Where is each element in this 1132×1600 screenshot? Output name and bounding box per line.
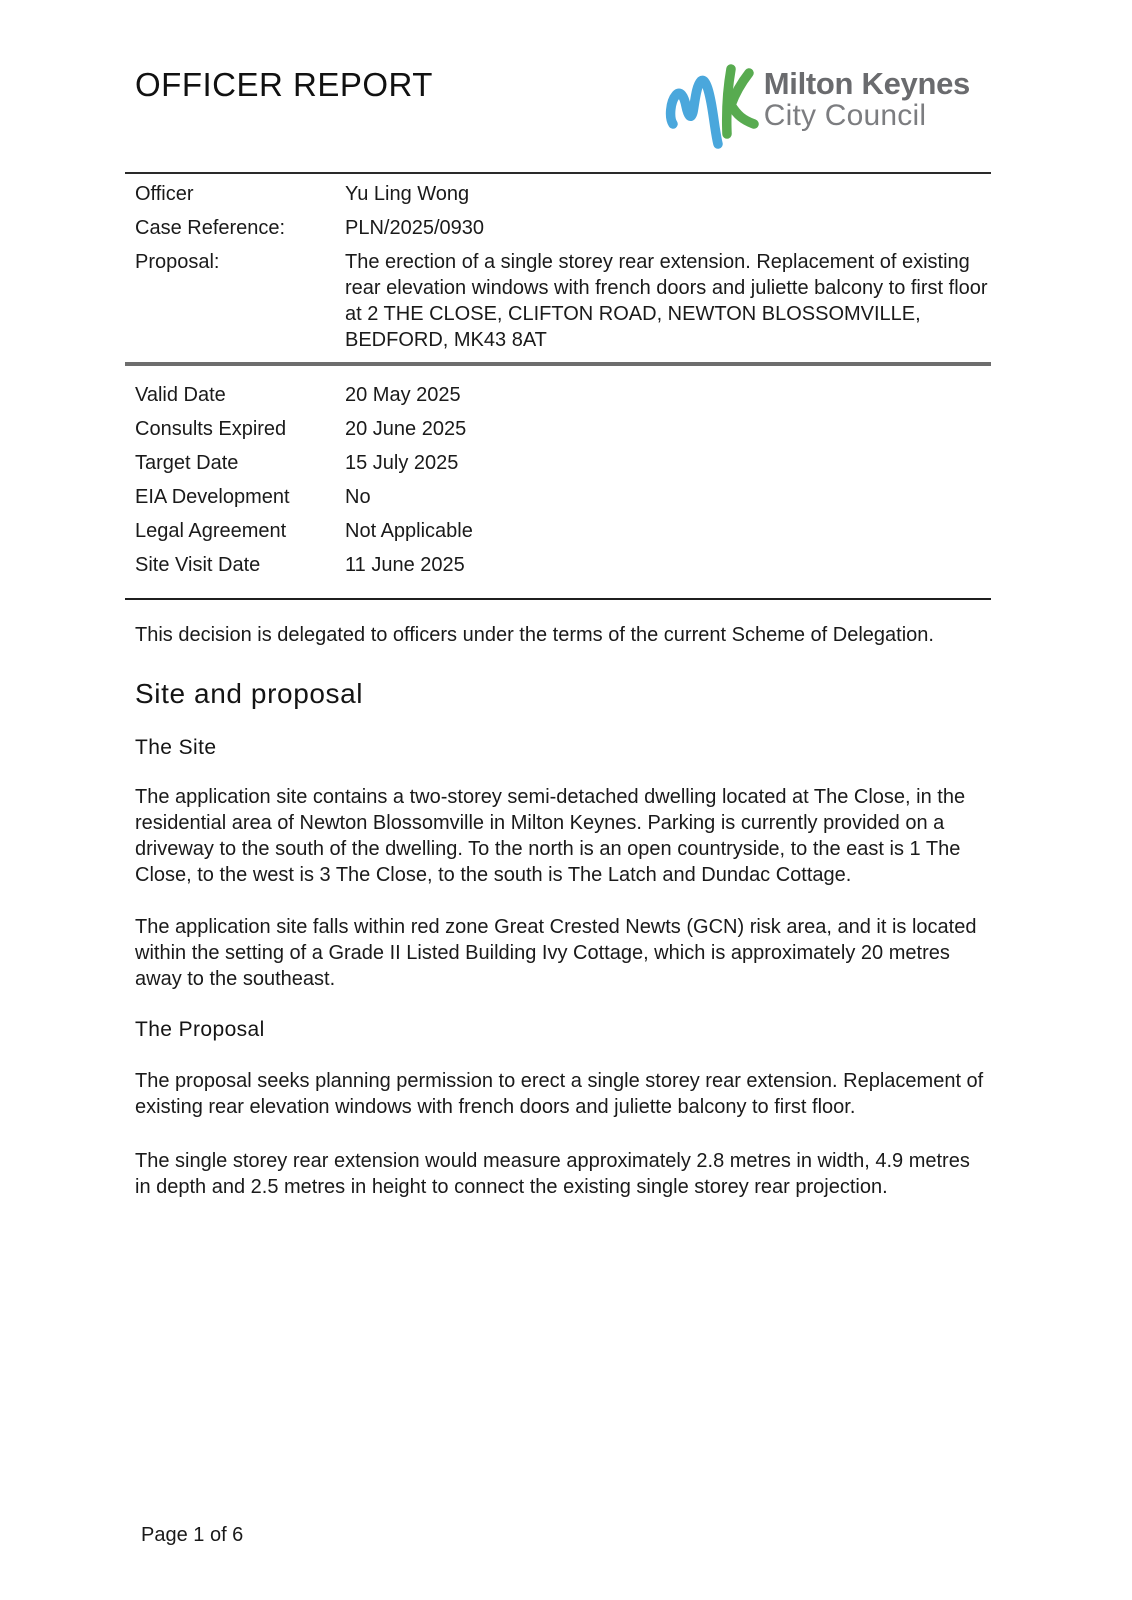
row-value: 11 June 2025 [345, 554, 465, 576]
council-logo-wordmark [764, 68, 970, 131]
proposal-paragraph-1: The proposal seeks planning permission to erect a single storey rear extension. Replacement of existing rear elevation windows with french doors and juliette balcony to first floor. [135, 1070, 984, 1118]
row-label: Case Reference: [135, 217, 286, 239]
logo-k-arm-stroke [731, 73, 754, 124]
case-info-table [125, 172, 991, 362]
row-value: 15 July 2025 [345, 452, 459, 474]
row-value: Not Applicable [345, 520, 473, 542]
site-paragraph-1: The application site contains a two-storey semi-detached dwelling located at The Close, in the residential area of Newton Blossomville in Milton Keynes. Parking is currently provided on a driveway to the south of the dwelling. To the north is an open countryside, to the east is 1 The Close, to the west is 3 The Close, to the south is The Latch and Dundac Cottage. [135, 786, 966, 886]
row-label: Proposal: [135, 251, 220, 273]
table-row [125, 514, 991, 548]
row-label: Legal Agreement [135, 520, 287, 542]
row-label: Site Visit Date [135, 554, 261, 576]
row-value: Yu Ling Wong [345, 183, 470, 205]
council-logo [650, 54, 970, 149]
row-value: 20 May 2025 [345, 384, 461, 406]
table-row [125, 548, 991, 582]
subheading-the-site: The Site [135, 736, 217, 759]
page-number-label: Page 1 of 6 [141, 1524, 244, 1546]
table-row [125, 245, 991, 357]
table-row [125, 378, 991, 412]
row-value: 20 June 2025 [345, 418, 467, 440]
mk-logo-icon [650, 54, 760, 149]
row-label: Target Date [135, 452, 239, 474]
council-name: Milton Keynes [763, 66, 970, 101]
logo-m-stroke [670, 80, 717, 144]
council-subname: City Council [763, 99, 927, 132]
table-row [125, 480, 991, 514]
row-value: PLN/2025/0930 [345, 217, 485, 239]
report-body [135, 622, 987, 1200]
row-value: No [345, 486, 371, 508]
row-label: Consults Expired [135, 418, 287, 440]
site-paragraph-2: The application site falls within red zone Great Crested Newts (GCN) risk area, and it is located within the setting of a Grade II Listed Building Ivy Cottage, which is approximately 20 metres away to the southeast. [135, 916, 977, 990]
table-row [125, 211, 991, 245]
subheading-the-proposal: The Proposal [135, 1018, 265, 1041]
table-row [125, 412, 991, 446]
page-title: OFFICER REPORT [135, 66, 433, 103]
table-row [125, 446, 991, 480]
row-label: EIA Development [135, 486, 290, 508]
row-label: Officer [135, 183, 194, 205]
document-header [135, 54, 970, 148]
proposal-paragraph-2: The single storey rear extension would measure approximately 2.8 metres in width, 4.9 metres in depth and 2.5 metres in height to connect the existing single storey rear projection. [135, 1150, 970, 1198]
delegation-note: This decision is delegated to officers under the terms of the current Scheme of Delegation. [135, 624, 934, 646]
dates-info-table [125, 362, 991, 600]
section-heading-site-and-proposal: Site and proposal [135, 678, 364, 709]
table-row [125, 177, 991, 211]
row-value: The erection of a single storey rear extension. Replacement of existing rear elevation windows with french doors and juliette balcony to first floor at 2 THE CLOSE, CLIFTON ROAD, NEWTON BLOSSOMVILLE, BEDFORD, MK43 8AT [345, 251, 988, 351]
row-label: Valid Date [135, 384, 226, 406]
